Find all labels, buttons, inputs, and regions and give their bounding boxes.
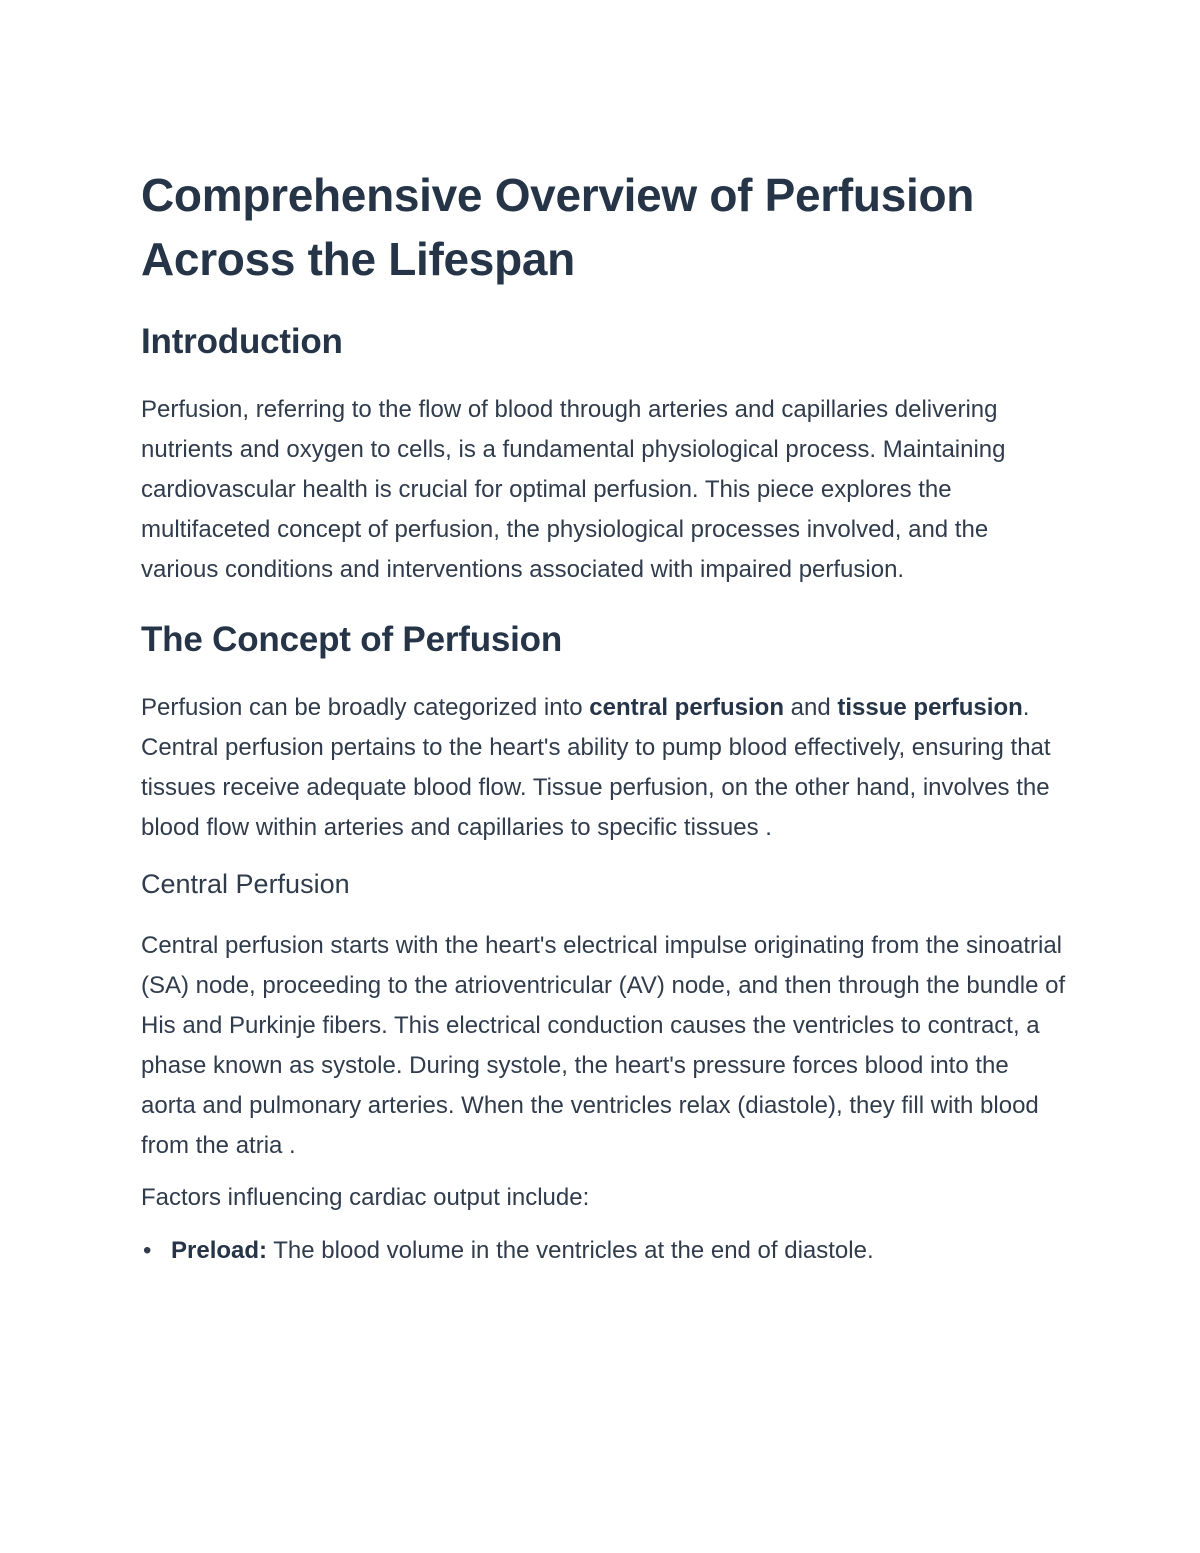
document-page	[141, 163, 1066, 1271]
factor-term: Preload:	[171, 1237, 268, 1264]
factors-list	[141, 1231, 1066, 1271]
concept-text-and: and	[784, 694, 838, 721]
term-tissue-perfusion: tissue perfusion	[837, 694, 1023, 721]
document-title: Comprehensive Overview of Perfusion Across the Lifespan	[141, 169, 975, 285]
concept-paragraph	[141, 688, 1066, 848]
factors-intro: Factors influencing cardiac output include:	[141, 1184, 590, 1211]
subsection-heading-central-perfusion: Central Perfusion	[141, 869, 350, 899]
section-heading-introduction: Introduction	[141, 322, 343, 361]
introduction-paragraph: Perfusion, referring to the flow of blood through arteries and capillaries delivering nutrients and oxygen to cells, is a fundamental physiological process. Maintaining cardiovascular health is crucial for optimal perfusion. This piece explores the multifaceted concept of perfusion, the physiological processes involved, and the various conditions and interventions associated with impaired perfusion.	[141, 396, 1006, 583]
bullet-icon: •	[143, 1237, 152, 1264]
central-perfusion-paragraph: Central perfusion starts with the heart's electrical impulse originating from the sinoatrial (SA) node, proceeding to the atrioventricular (AV) node, and then through the bundle of His and Purkinje fibers. This electrical conduction causes the ventricles to contract, a phase known as systole. During systole, the heart's pressure forces blood into the aorta and pulmonary arteries. When the ventricles relax (diastole), they fill with blood from the atria .	[141, 932, 1066, 1159]
section-heading-concept: The Concept of Perfusion	[141, 620, 563, 659]
concept-text-end: . Central perfusion pertains to the heart's ability to pump blood effectively, ensuring that tissues receive adequate blood flow. Tissue perfusion, on the other hand, involves the blood flow within arteries and capillaries to specific tissues .	[141, 694, 1051, 841]
list-item	[141, 1231, 1066, 1271]
term-central-perfusion: central perfusion	[589, 694, 784, 721]
concept-text-start: Perfusion can be broadly categorized into	[141, 694, 590, 721]
factor-description: The blood volume in the ventricles at the end of diastole.	[267, 1237, 874, 1264]
